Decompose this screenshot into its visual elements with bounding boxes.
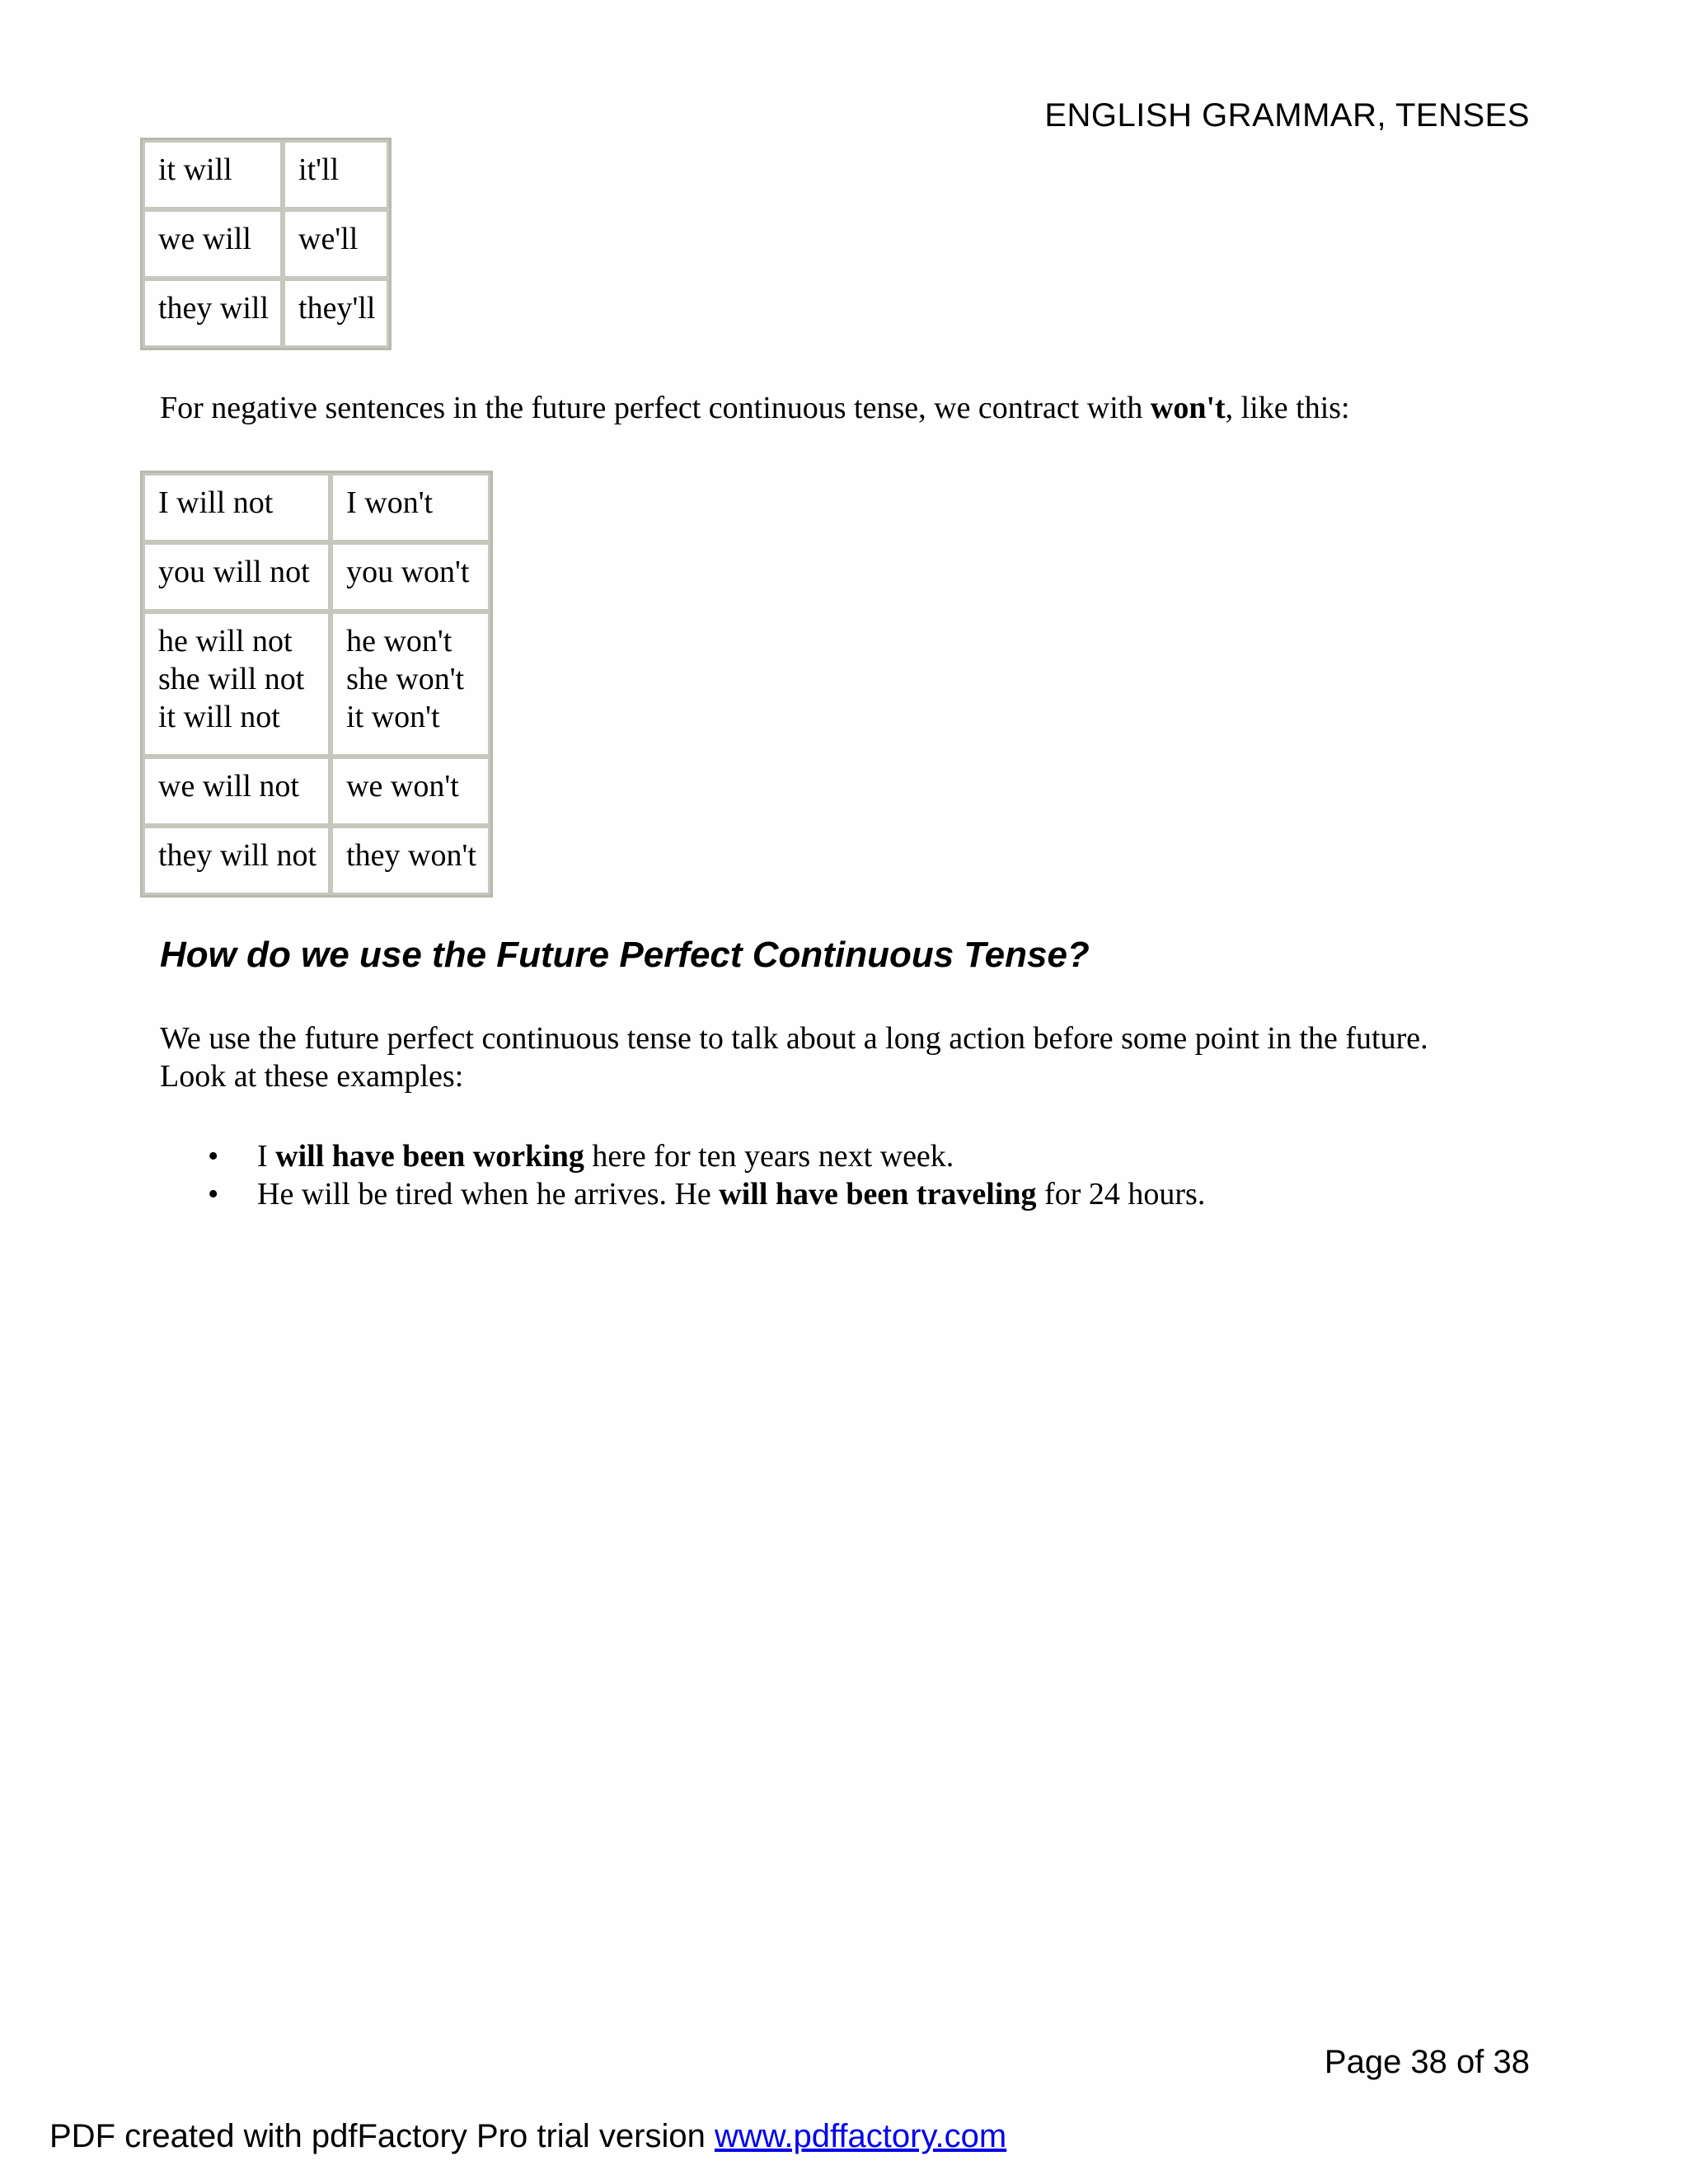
- section-heading: How do we use the Future Perfect Continuous Tense?: [160, 935, 1090, 975]
- examples-list: [160, 1137, 1205, 1213]
- list-item: [160, 1175, 1205, 1213]
- table-cell-line: she will not: [158, 662, 305, 696]
- table-row: [143, 140, 389, 209]
- bullet-icon: •: [208, 1139, 219, 1174]
- negative-intro-paragraph: [160, 389, 1350, 427]
- negative-intro-bold: won't: [1150, 391, 1226, 425]
- table-cell-short: they'll: [283, 279, 389, 348]
- table-cell-full: they will: [143, 279, 283, 348]
- table-row: [143, 757, 490, 826]
- negative-intro-text: For negative sentences in the future perfect continuous tense, we contract with: [160, 391, 1151, 425]
- example-text: He will be tired when he arrives. He: [257, 1177, 720, 1212]
- table-cell-short: you won't: [331, 542, 490, 612]
- list-item: [160, 1137, 1205, 1175]
- example-bold: will have been working: [275, 1139, 584, 1174]
- table-row: [143, 826, 490, 895]
- table-cell-full: it will: [143, 140, 283, 209]
- table-cell-short: [331, 612, 490, 757]
- example-bold: will have been traveling: [719, 1177, 1037, 1212]
- usage-paragraph-line: We use the future perfect continuous tense to talk about a long action before some point in the future.: [160, 1021, 1428, 1056]
- table-cell-line: he won't: [346, 624, 452, 658]
- table-cell-line: it will not: [158, 700, 280, 734]
- table-cell-full: they will not: [143, 826, 331, 895]
- table-cell-full: you will not: [143, 542, 331, 612]
- table-cell-line: it won't: [346, 700, 440, 734]
- table-row: [143, 209, 389, 279]
- pdffactory-link[interactable]: www.pdffactory.com: [714, 2118, 1007, 2154]
- page-number: Page 38 of 38: [1324, 2044, 1530, 2080]
- table-cell-short: we'll: [283, 209, 389, 279]
- table-cell-full: I will not: [143, 473, 331, 542]
- pdf-creator-text: PDF created with pdfFactory Pro trial version: [49, 2118, 715, 2154]
- negative-intro-tail: , like this:: [1225, 391, 1350, 425]
- table-cell-full: [143, 612, 331, 757]
- example-text: I: [257, 1139, 276, 1174]
- contraction-table-negative: [140, 471, 493, 898]
- table-row: [143, 279, 389, 348]
- example-text: here for ten years next week.: [584, 1139, 954, 1174]
- example-text: for 24 hours.: [1036, 1177, 1206, 1212]
- table-cell-short: we won't: [331, 757, 490, 826]
- table-cell-full: we will not: [143, 757, 331, 826]
- bullet-icon: •: [208, 1177, 219, 1212]
- usage-paragraph: [160, 1019, 1428, 1095]
- page-header-title: ENGLISH GRAMMAR, TENSES: [1044, 97, 1530, 134]
- table-cell-short: they won't: [331, 826, 490, 895]
- table-cell-full: we will: [143, 209, 283, 279]
- table-row: [143, 473, 490, 542]
- table-cell-line: he will not: [158, 624, 293, 658]
- table-cell-short: it'll: [283, 140, 389, 209]
- pdf-creator-note: [49, 2118, 1006, 2155]
- table-cell-short: I won't: [331, 473, 490, 542]
- usage-paragraph-line: Look at these examples:: [160, 1059, 464, 1094]
- table-cell-line: she won't: [346, 662, 465, 696]
- contraction-table-positive: [140, 138, 392, 350]
- table-row: [143, 542, 490, 612]
- table-row: [143, 612, 490, 757]
